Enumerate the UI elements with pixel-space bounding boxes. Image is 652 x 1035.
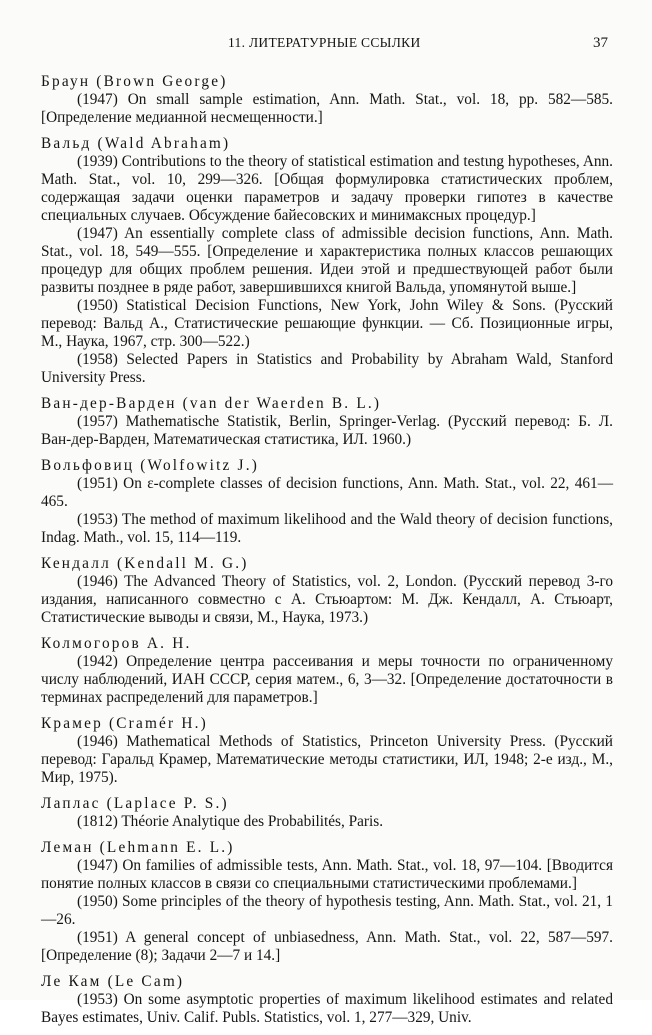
- reference-entry: [41, 715, 613, 787]
- reference-work: (1946) The Advanced Theory of Statistics, vol. 2, London. (Русский перевод 3-го издания, написанного совместно с А. Стьюартом: М. Дж. Кендалл, А. Стьюарт, Статистические выводы и связи, М., Наука, 1973.): [41, 573, 613, 626]
- reference-entry: [41, 73, 613, 127]
- reference-author: Лаплас (Laplace P. S.): [41, 795, 229, 812]
- section-title: 11. ЛИТЕРАТУРНЫЕ ССЫЛКИ: [228, 35, 421, 50]
- reference-work: (1942) Определение центра рассеивания и меры точности по ограниченному числу наблюдений, ИАН СССР, серия матем., 6, 3—32. [Определение достаточности в терминах распределений для параметров.]: [41, 653, 613, 706]
- reference-work: (1946) Mathematical Methods of Statistics, Princeton University Press. (Русский перевод: Гаральд Крамер, Математические методы статистики, ИЛ, 1948; 2-е изд., М., Мир, 1975).: [41, 733, 613, 786]
- reference-work: (1939) Contributions to the theory of statistical estimation and testιng hypotheses, Ann. Math. Stat., vol. 10, 299—326. [Общая формулировка статистических проблем, содержащая задачи оценки параметров и задачу проверки гипотез в качестве специальных случаев. Обсуждение байесовских и минимаксных процедур.]: [41, 153, 613, 224]
- reference-author: Браун (Brown George): [41, 73, 228, 90]
- reference-work: (1947) An essentially complete class of admissible decision functions, Ann. Math. Stat., vol. 18, 549—555. [Определение и характеристика полных классов решающих процедур для общих проблем решения. Идеи этой и предшествующей работ были развиты позднее в ряде работ, завершившихся книгой Вальда, упомянутой выше.]: [41, 225, 613, 296]
- reference-entry: [41, 395, 613, 449]
- reference-work: (1947) On families of admissible tests, Ann. Math. Stat., vol. 18, 97—104. [Вводится понятие полных классов в связи со специальными статистическими проблемами.]: [41, 857, 613, 892]
- reference-author: Вальд (Wald Abraham): [41, 135, 231, 152]
- reference-author: Вольфовиц (Wolfowitz J.): [41, 457, 260, 474]
- reference-list: [41, 73, 613, 1035]
- reference-work: (1958) Selected Papers in Statistics and Probability by Abraham Wald, Stanford University Press.: [41, 351, 613, 386]
- reference-entry: [41, 457, 613, 547]
- reference-work: (1957) Mathematische Statistik, Berlin, Springer-Verlag. (Русский перевод: Б. Л. Ван-дер-Варден, Математическая статистика, ИЛ. 1960.): [41, 413, 613, 448]
- reference-work: (1951) On ε-complete classes of decision functions, Ann. Math. Stat., vol. 22, 461—465.: [41, 475, 613, 510]
- reference-entry: [41, 635, 613, 707]
- reference-work: (1950) Statistical Decision Functions, New York, John Wiley & Sons. (Русский перевод: Вальд А., Статистические решающие функции. — Сб. Позиционные игры, М., Наука, 1967, стр. 300—522.): [41, 297, 613, 350]
- reference-author: Колмогоров А. Н.: [41, 635, 192, 652]
- reference-author: Леман (Lehmann E. L.): [41, 839, 235, 856]
- reference-work: (1947) On small sample estimation, Ann. Math. Stat., vol. 18, pp. 582—585. [Определение медианной несмещенности.]: [41, 91, 613, 126]
- reference-entry: [41, 795, 613, 831]
- reference-author: Кендалл (Kendall M. G.): [41, 555, 249, 572]
- reference-work: (1812) Théorie Analytique des Probabilités, Paris.: [77, 813, 384, 830]
- reference-work: (1953) On some asymptotic properties of maximum likelihood estimates and related Bayes estimates, Univ. Calif. Publs. Statistics, vol. 1, 277—329, Univ.: [41, 991, 613, 1026]
- running-head: [0, 35, 652, 55]
- reference-entry: [41, 555, 613, 627]
- reference-author: Ван-дер-Варден (van der Waerden B. L.): [41, 395, 382, 412]
- reference-entry: [41, 973, 613, 1027]
- reference-author: Крамер (Cramér H.): [41, 715, 208, 732]
- reference-entry: [41, 839, 613, 965]
- page-number: 37: [593, 35, 608, 51]
- reference-author: Ле Кам (Le Cam): [41, 973, 185, 990]
- reference-work: (1953) The method of maximum likelihood and the Wald theory of decision functions, Indag. Math., vol. 15, 114—119.: [41, 511, 613, 546]
- reference-work: (1951) A general concept of unbiasedness, Ann. Math. Stat., vol. 22, 587—597. [Определение (8); Задачи 2—7 и 14.]: [41, 929, 613, 964]
- reference-entry: [41, 135, 613, 387]
- reference-work: (1950) Some principles of the theory of hypothesis testing, Ann. Math. Stat., vol. 21, 1—26.: [41, 893, 613, 928]
